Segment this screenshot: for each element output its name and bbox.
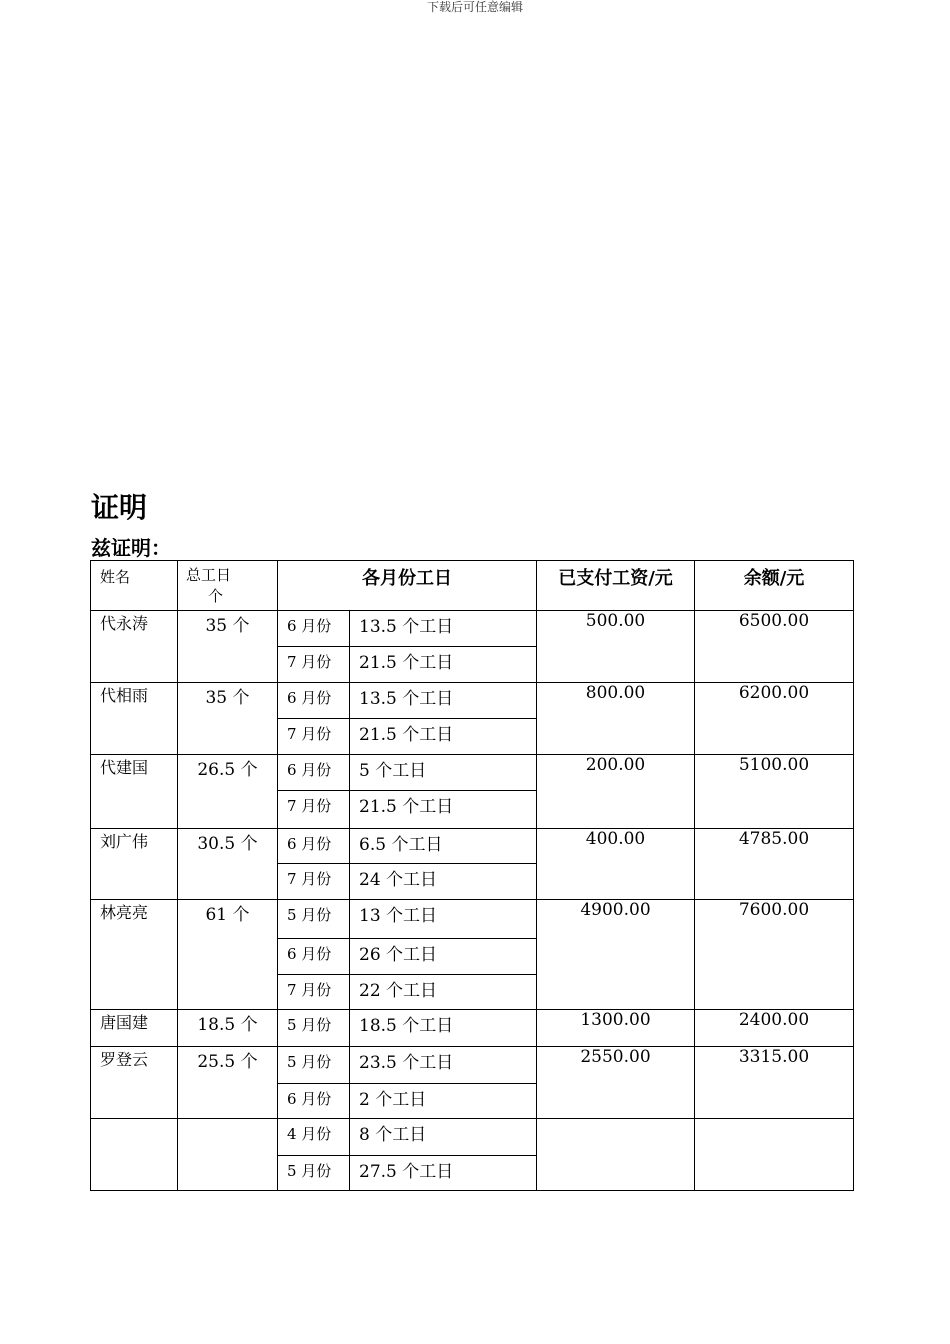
paid-amount: 1300.00 (537, 1010, 695, 1047)
table-row (91, 1010, 854, 1047)
month-workdays: 21.5 个工日 (350, 719, 537, 755)
header-monthly: 各月份工日 (278, 561, 537, 611)
month-workdays: 13.5 个工日 (350, 683, 537, 719)
total-workdays: 18.5 个 (178, 1010, 278, 1047)
header-note: 下载后可任意编辑 (426, 0, 523, 14)
month-label: 6 月份 (278, 1084, 350, 1119)
worker-name: 唐国建 (91, 1010, 178, 1047)
worker-name: 刘广伟 (91, 829, 178, 900)
balance-amount: 2400.00 (695, 1010, 854, 1047)
month-workdays: 22 个工日 (350, 975, 537, 1010)
worker-name: 林亮亮 (91, 900, 178, 1010)
paid-amount: 500.00 (537, 611, 695, 683)
worker-name: 代永涛 (91, 611, 178, 683)
balance-amount: 3315.00 (695, 1047, 854, 1119)
worker-name: 代建国 (91, 755, 178, 829)
header-name: 姓名 (91, 561, 178, 611)
paid-amount (537, 1119, 695, 1191)
total-workdays: 30.5 个 (178, 829, 278, 900)
month-workdays: 5 个工日 (350, 755, 537, 791)
header-balance: 余额/元 (695, 561, 854, 611)
month-workdays: 2 个工日 (350, 1084, 537, 1119)
month-workdays: 26 个工日 (350, 939, 537, 975)
paid-amount: 2550.00 (537, 1047, 695, 1119)
month-label: 6 月份 (278, 939, 350, 975)
month-workdays: 13 个工日 (350, 900, 537, 939)
month-workdays: 8 个工日 (350, 1119, 537, 1156)
total-workdays: 35 个 (178, 611, 278, 683)
table-row (91, 683, 854, 719)
table-row (91, 1047, 854, 1084)
total-workdays: 25.5 个 (178, 1047, 278, 1119)
header-total-line2: 个 (208, 587, 224, 605)
table-row (91, 829, 854, 864)
total-workdays (178, 1119, 278, 1191)
paid-amount: 4900.00 (537, 900, 695, 1010)
balance-amount: 6500.00 (695, 611, 854, 683)
month-label: 5 月份 (278, 1010, 350, 1047)
month-workdays: 18.5 个工日 (350, 1010, 537, 1047)
worker-name: 罗登云 (91, 1047, 178, 1119)
month-label: 6 月份 (278, 755, 350, 791)
month-label: 4 月份 (278, 1119, 350, 1156)
month-workdays: 13.5 个工日 (350, 611, 537, 647)
month-label: 7 月份 (278, 791, 350, 829)
paid-amount: 800.00 (537, 683, 695, 755)
balance-amount: 7600.00 (695, 900, 854, 1010)
balance-amount: 5100.00 (695, 755, 854, 829)
month-workdays: 21.5 个工日 (350, 791, 537, 829)
table-row (91, 755, 854, 791)
header-total-line1: 总工日 (186, 566, 232, 584)
month-label: 5 月份 (278, 900, 350, 939)
month-label: 7 月份 (278, 647, 350, 683)
worker-name (91, 1119, 178, 1191)
month-workdays: 23.5 个工日 (350, 1047, 537, 1084)
month-label: 6 月份 (278, 611, 350, 647)
table-row (91, 1119, 854, 1156)
document-title: 证明 (91, 491, 148, 524)
month-label: 5 月份 (278, 1156, 350, 1191)
month-workdays: 6.5 个工日 (350, 829, 537, 864)
total-workdays: 26.5 个 (178, 755, 278, 829)
month-label: 5 月份 (278, 1047, 350, 1084)
month-workdays: 21.5 个工日 (350, 647, 537, 683)
document-intro: 兹证明： (91, 536, 171, 560)
worker-name: 代相雨 (91, 683, 178, 755)
month-workdays: 27.5 个工日 (350, 1156, 537, 1191)
table-row (91, 900, 854, 939)
month-label: 7 月份 (278, 864, 350, 900)
month-label: 6 月份 (278, 829, 350, 864)
balance-amount: 4785.00 (695, 829, 854, 900)
total-workdays: 35 个 (178, 683, 278, 755)
header-total (178, 561, 278, 611)
month-label: 6 月份 (278, 683, 350, 719)
month-label: 7 月份 (278, 719, 350, 755)
wage-table (90, 560, 854, 1191)
header-paid: 已支付工资/元 (537, 561, 695, 611)
paid-amount: 200.00 (537, 755, 695, 829)
table-row (91, 611, 854, 647)
month-label: 7 月份 (278, 975, 350, 1010)
paid-amount: 400.00 (537, 829, 695, 900)
header-row (91, 561, 854, 611)
balance-amount (695, 1119, 854, 1191)
month-workdays: 24 个工日 (350, 864, 537, 900)
balance-amount: 6200.00 (695, 683, 854, 755)
total-workdays: 61 个 (178, 900, 278, 1010)
